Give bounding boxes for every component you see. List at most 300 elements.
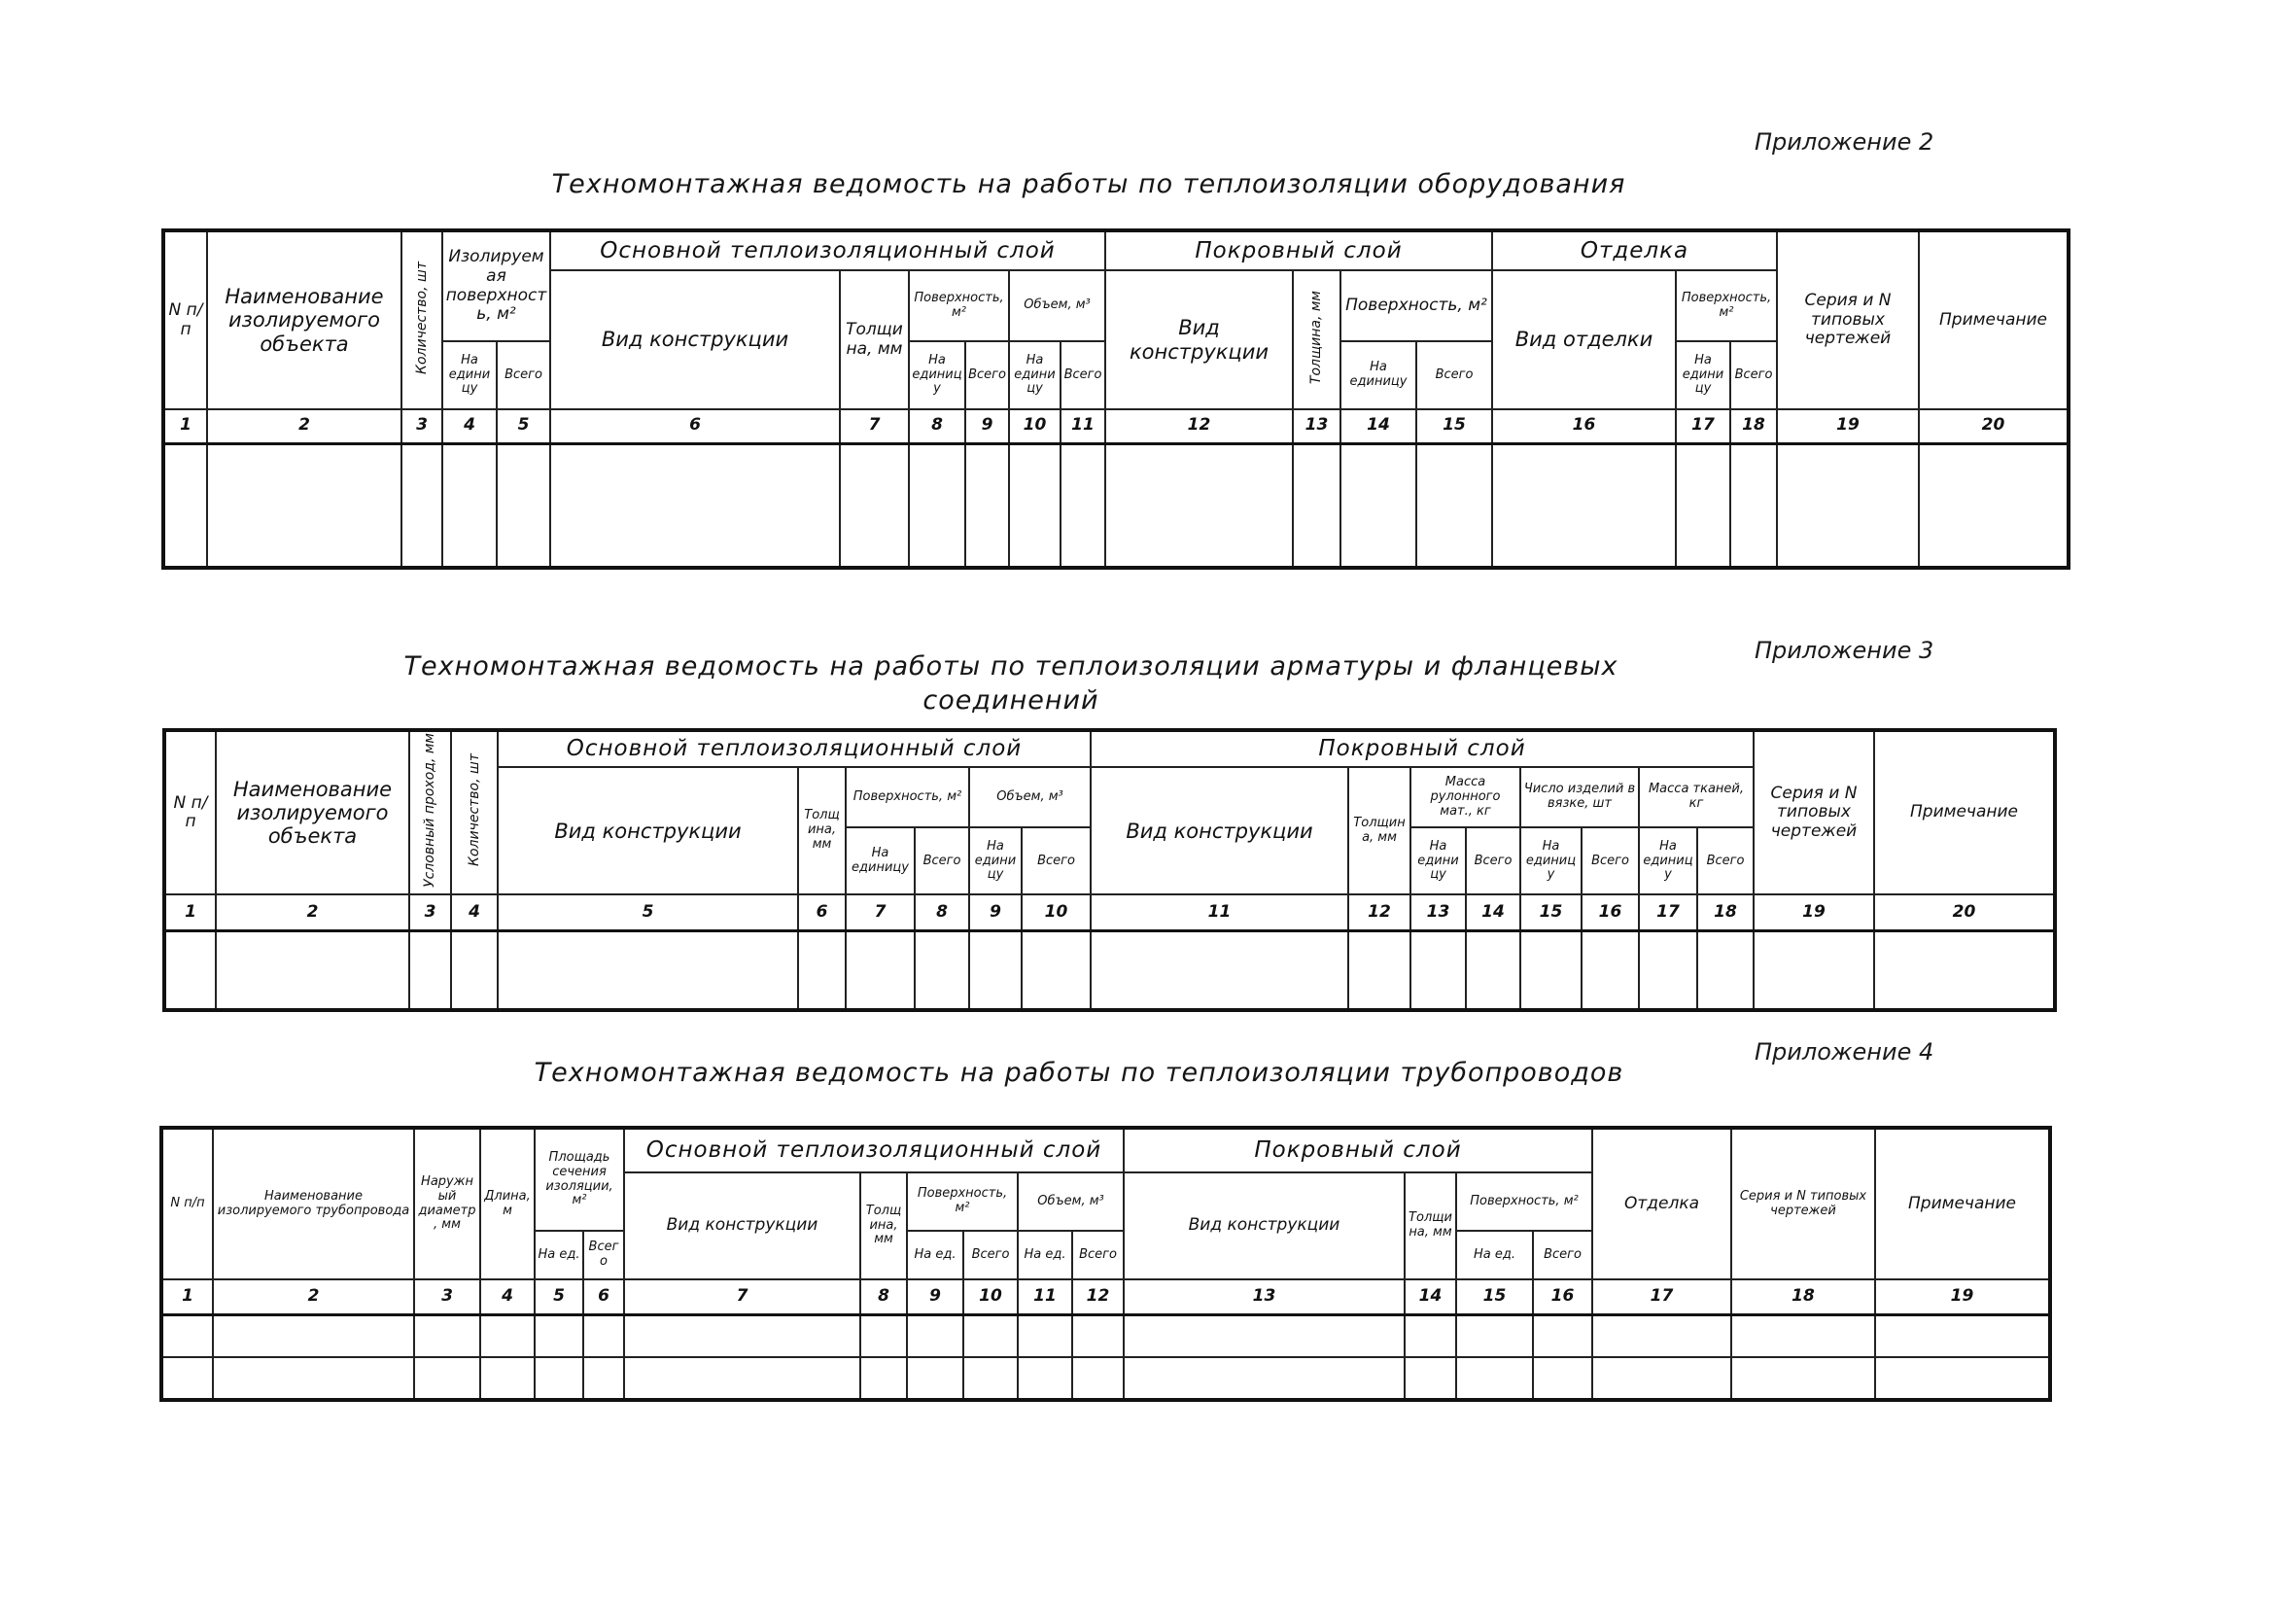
empty-cell <box>915 930 969 1010</box>
column-number: 8 <box>909 409 965 443</box>
empty-cell <box>442 443 497 568</box>
appendix-2-label: Приложение 2 <box>1755 128 1934 156</box>
column-header-label: Масса тканей, кг <box>1648 782 1745 812</box>
column-header <box>1492 230 1777 270</box>
column-number: 1 <box>161 1279 213 1314</box>
empty-cell <box>213 1314 414 1357</box>
column-header-label: N п/п <box>168 299 203 339</box>
empty-cell <box>1405 1314 1456 1357</box>
column-header <box>909 270 1009 341</box>
column-header-label: На ед. <box>1474 1246 1515 1262</box>
column-number: 14 <box>1405 1279 1456 1314</box>
empty-cell <box>480 1357 535 1400</box>
column-header-label: Поверхность, м² <box>1345 295 1487 315</box>
column-number: 19 <box>1875 1279 2050 1314</box>
empty-cell <box>840 443 909 568</box>
empty-cell <box>535 1357 583 1400</box>
empty-cell <box>409 930 451 1010</box>
empty-cell <box>907 1314 963 1357</box>
empty-cell <box>1009 443 1061 568</box>
column-header-label: Вид конструкции <box>1129 316 1270 364</box>
column-header <box>1091 730 1754 767</box>
column-header <box>1061 341 1105 409</box>
empty-cell <box>1492 443 1676 568</box>
column-header-label: Условный проход, мм <box>422 733 438 888</box>
column-header-label: Примечание <box>1910 802 2018 822</box>
empty-cell <box>1124 1314 1405 1357</box>
column-header <box>550 270 840 409</box>
column-header-label: Число изделий в вязке, шт <box>1523 782 1636 812</box>
column-header <box>1072 1231 1124 1279</box>
column-header-label: Наименование изолируемого объекта <box>225 285 384 356</box>
column-header <box>1582 827 1639 894</box>
column-header-label: Основной теплоизоляционный слой <box>600 237 1056 263</box>
column-number: 10 <box>1022 894 1091 930</box>
column-number: 4 <box>442 409 497 443</box>
column-header <box>1091 767 1348 894</box>
column-header <box>1340 341 1416 409</box>
column-header-label: Вид конструкции <box>1126 819 1313 843</box>
column-header-label: Толщина, мм <box>1409 1210 1452 1240</box>
column-header-label: Наименование изолируемого трубопровода <box>217 1188 410 1218</box>
column-header <box>1348 767 1410 894</box>
column-number: 1 <box>164 894 216 930</box>
empty-cell <box>497 443 550 568</box>
column-number: 11 <box>1018 1279 1072 1314</box>
column-header <box>1022 827 1091 894</box>
column-number: 16 <box>1533 1279 1592 1314</box>
column-header <box>1875 1128 2050 1279</box>
column-number: 13 <box>1124 1279 1405 1314</box>
column-header <box>1592 1128 1731 1279</box>
column-number: 3 <box>401 409 442 443</box>
empty-cell <box>1875 1357 2050 1400</box>
column-header-label: Вид конструкции <box>1188 1215 1340 1236</box>
empty-cell <box>1874 930 2055 1010</box>
empty-cell <box>1466 930 1520 1010</box>
column-header <box>1416 341 1492 409</box>
column-header-label: Изолируемая поверхность, м² <box>445 247 547 325</box>
column-number: 20 <box>1919 409 2069 443</box>
column-number: 6 <box>550 409 840 443</box>
column-header-label: На ед. <box>1024 1246 1066 1262</box>
column-header-label: Всего <box>1591 853 1629 868</box>
column-header-label: На единицу <box>1014 352 1056 397</box>
column-number: 12 <box>1348 894 1410 930</box>
column-number: 17 <box>1676 409 1730 443</box>
column-number-row <box>161 1279 2050 1314</box>
column-header-label: Серия и N типовых чертежей <box>1804 291 1892 349</box>
column-number-row <box>164 894 2055 930</box>
empty-cell <box>1018 1314 1072 1357</box>
column-header <box>1105 270 1293 409</box>
column-header-label: На единицу <box>974 838 1017 883</box>
empty-cell <box>909 443 965 568</box>
column-header-label: Толщина, мм <box>846 319 903 359</box>
column-header <box>442 341 497 409</box>
empty-cell <box>550 443 840 568</box>
column-header-label: Количество, шт <box>466 753 482 867</box>
empty-cell <box>1730 443 1777 568</box>
column-header <box>1777 230 1919 409</box>
column-header <box>401 230 442 409</box>
column-number: 10 <box>963 1279 1018 1314</box>
column-header-label: Поверхность, м² <box>917 1186 1008 1215</box>
column-header <box>1639 827 1697 894</box>
column-number: 9 <box>907 1279 963 1314</box>
column-number: 2 <box>216 894 409 930</box>
column-number: 8 <box>860 1279 907 1314</box>
column-header-label: На единицу <box>852 846 909 875</box>
empty-cell <box>1919 443 2069 568</box>
header-row <box>163 230 2069 270</box>
column-header-label: Основной теплоизоляционный слой <box>566 736 1023 762</box>
column-number: 19 <box>1777 409 1919 443</box>
column-header <box>907 1231 963 1279</box>
column-header <box>1639 767 1754 827</box>
header-row <box>161 1128 2050 1172</box>
empty-cell <box>1293 443 1340 568</box>
column-header <box>1697 827 1754 894</box>
column-header <box>498 767 798 894</box>
column-header <box>909 341 965 409</box>
empty-cell <box>1072 1314 1124 1357</box>
column-header-label: Поверхность, м² <box>852 788 962 804</box>
column-header <box>846 767 969 827</box>
column-header-label: Серия и N типовых чертежей <box>1739 1188 1867 1218</box>
column-header-label: Толщина, мм <box>1308 290 1325 384</box>
column-number: 9 <box>969 894 1022 930</box>
column-number: 20 <box>1874 894 2055 930</box>
column-header-label: Наименование изолируемого объекта <box>232 778 393 849</box>
empty-cell <box>1777 443 1919 568</box>
empty-cell <box>798 930 846 1010</box>
column-header <box>963 1231 1018 1279</box>
empty-cell <box>1340 443 1416 568</box>
empty-cell <box>1875 1314 2050 1357</box>
column-header-label: Покровный слой <box>1195 237 1403 263</box>
column-header-label: Вид конструкции <box>666 1215 818 1236</box>
column-header-label: Вид отделки <box>1514 328 1653 352</box>
column-number: 3 <box>414 1279 480 1314</box>
empty-cell <box>1061 443 1105 568</box>
empty-cell <box>907 1357 963 1400</box>
column-number: 13 <box>1410 894 1466 930</box>
column-number: 11 <box>1061 409 1105 443</box>
column-number: 14 <box>1340 409 1416 443</box>
empty-cell <box>965 443 1009 568</box>
column-header <box>915 827 969 894</box>
empty-cell <box>161 1357 213 1400</box>
appendix-3-label: Приложение 3 <box>1755 637 1934 664</box>
empty-cell <box>846 930 915 1010</box>
column-header <box>1456 1231 1533 1279</box>
column-header <box>1874 730 2055 894</box>
empty-cell <box>963 1314 1018 1357</box>
column-header-label: Отделка <box>1623 1193 1700 1213</box>
column-header <box>498 730 1091 767</box>
empty-cell <box>583 1357 624 1400</box>
column-header-label: На единицу <box>1525 838 1577 883</box>
column-header <box>846 827 915 894</box>
column-number: 12 <box>1105 409 1293 443</box>
empty-cell <box>414 1357 480 1400</box>
column-number: 6 <box>798 894 846 930</box>
column-number: 3 <box>409 894 451 930</box>
empty-cell <box>1639 930 1697 1010</box>
column-header-label: Примечание <box>1908 1193 2016 1213</box>
column-header <box>1410 827 1466 894</box>
column-header <box>1124 1128 1592 1172</box>
column-header-label: Вид конструкции <box>601 328 789 352</box>
empty-cell <box>163 443 207 568</box>
column-header <box>583 1231 624 1279</box>
column-header <box>1340 270 1492 341</box>
column-header <box>442 230 550 341</box>
column-header-label: Всего <box>504 367 542 382</box>
empty-cell <box>401 443 442 568</box>
column-header <box>840 270 909 409</box>
column-header-label: Толщина, мм <box>1353 815 1406 845</box>
column-header <box>1009 270 1105 341</box>
empty-cell <box>624 1314 860 1357</box>
table-row <box>161 1314 2050 1357</box>
column-header <box>965 341 1009 409</box>
column-number: 2 <box>213 1279 414 1314</box>
empty-cell <box>1416 443 1492 568</box>
column-header <box>409 730 451 894</box>
column-header-label: Длина, м <box>484 1188 531 1218</box>
empty-cell <box>969 930 1022 1010</box>
empty-cell <box>1592 1314 1731 1357</box>
column-header-label: Всего <box>1544 1246 1582 1262</box>
column-header <box>535 1231 583 1279</box>
column-header-label: Всего <box>1063 367 1102 382</box>
empty-cell <box>1582 930 1639 1010</box>
column-header <box>969 767 1091 827</box>
column-header <box>1009 341 1061 409</box>
header-row <box>164 730 2055 767</box>
column-header-label: Наружный диаметр, мм <box>418 1173 476 1233</box>
column-header <box>550 230 1105 270</box>
column-header-label: На единицу <box>1349 360 1408 389</box>
column-header-label: Толщина, мм <box>865 1203 902 1247</box>
column-number: 10 <box>1009 409 1061 443</box>
empty-cell <box>1018 1357 1072 1400</box>
column-number: 16 <box>1582 894 1639 930</box>
column-number: 5 <box>498 894 798 930</box>
column-header <box>164 730 216 894</box>
table-row <box>161 1357 2050 1400</box>
column-header <box>860 1172 907 1279</box>
column-header <box>907 1172 1018 1231</box>
column-header <box>1456 1172 1592 1231</box>
column-number: 4 <box>480 1279 535 1314</box>
column-header <box>1730 341 1777 409</box>
column-number: 17 <box>1639 894 1697 930</box>
empty-cell <box>216 930 409 1010</box>
column-header <box>1676 270 1777 341</box>
column-header-label: Площадь сечения изоляции, м² <box>545 1149 613 1208</box>
column-number: 11 <box>1091 894 1348 930</box>
empty-cell <box>1410 930 1466 1010</box>
empty-cell <box>164 930 216 1010</box>
column-header-label: На единицу <box>1643 838 1693 883</box>
column-number: 14 <box>1466 894 1520 930</box>
column-header-label: Поверхность, м² <box>1681 290 1772 320</box>
column-header <box>1405 1172 1456 1279</box>
column-number: 7 <box>624 1279 860 1314</box>
column-header-label: Масса рулонного мат., кг <box>1430 774 1501 819</box>
column-header-label: На единицу <box>1417 838 1459 883</box>
column-header-label: Примечание <box>1939 309 2047 330</box>
column-header-label: Всего <box>1037 853 1075 868</box>
column-number: 18 <box>1697 894 1754 930</box>
empty-cell <box>1731 1357 1875 1400</box>
empty-cell <box>1456 1314 1533 1357</box>
column-header <box>451 730 498 894</box>
empty-cell <box>207 443 401 568</box>
column-header-label: Объем, м³ <box>1024 297 1091 313</box>
empty-cell <box>1348 930 1410 1010</box>
empty-cell <box>213 1357 414 1400</box>
column-header-label: Количество, шт <box>413 261 430 374</box>
empty-cell <box>414 1314 480 1357</box>
column-header <box>1018 1172 1124 1231</box>
column-header-label: Всего <box>1734 367 1773 382</box>
column-header <box>1731 1128 1875 1279</box>
column-header <box>216 730 409 894</box>
appendix-2-title: Техномонтажная ведомость на работы по теплоизоляции оборудования <box>551 169 1626 199</box>
column-header-label: На ед. <box>538 1246 580 1262</box>
column-header-label: Толщина, мм <box>804 808 840 853</box>
column-header <box>1018 1231 1072 1279</box>
empty-cell <box>480 1314 535 1357</box>
column-header-label: Всего <box>971 1246 1010 1262</box>
column-header-label: На ед. <box>914 1246 957 1262</box>
empty-cell <box>535 1314 583 1357</box>
column-number: 8 <box>915 894 969 930</box>
column-header <box>414 1128 480 1279</box>
column-header <box>624 1128 1124 1172</box>
empty-cell <box>1533 1357 1592 1400</box>
empty-cell <box>1533 1314 1592 1357</box>
empty-cell <box>1592 1357 1731 1400</box>
empty-cell <box>1124 1357 1405 1400</box>
empty-cell <box>1022 930 1091 1010</box>
column-number: 15 <box>1520 894 1582 930</box>
column-header-label: N п/п <box>170 1196 205 1211</box>
column-header-label: Основной теплоизоляционный слой <box>645 1137 1102 1164</box>
column-header <box>535 1128 624 1231</box>
column-header-label: Всего <box>1435 367 1474 382</box>
empty-cell <box>1091 930 1348 1010</box>
column-header-label: Всего <box>588 1240 619 1269</box>
column-header <box>480 1128 535 1279</box>
column-header <box>213 1128 414 1279</box>
column-header-label: N п/п <box>173 792 208 832</box>
empty-cell <box>860 1357 907 1400</box>
column-header-label: Всего <box>1706 853 1745 868</box>
empty-cell <box>1697 930 1754 1010</box>
empty-cell <box>1676 443 1730 568</box>
empty-cell <box>860 1314 907 1357</box>
table-row <box>163 443 2069 568</box>
column-header <box>207 230 401 409</box>
appendix-4-label: Приложение 4 <box>1755 1038 1934 1066</box>
appendix-4-table <box>159 1126 2052 1402</box>
column-header <box>1124 1172 1405 1279</box>
empty-cell <box>963 1357 1018 1400</box>
empty-cell <box>161 1314 213 1357</box>
column-header <box>497 341 550 409</box>
column-header-label: Отделка <box>1580 237 1689 263</box>
column-header <box>798 767 846 894</box>
column-header <box>1293 270 1340 409</box>
column-number: 13 <box>1293 409 1340 443</box>
column-header-label: На единицу <box>1682 352 1724 397</box>
column-header <box>624 1172 860 1279</box>
column-number-row <box>163 409 2069 443</box>
column-header <box>1520 767 1639 827</box>
empty-cell <box>1731 1314 1875 1357</box>
empty-cell <box>1405 1357 1456 1400</box>
appendix-3-table <box>162 728 2057 1012</box>
appendix-3-title-line2: соединений <box>922 685 1099 716</box>
column-number: 15 <box>1456 1279 1533 1314</box>
column-header-label: Серия и N типовых чертежей <box>1770 783 1858 841</box>
column-header <box>1492 270 1676 409</box>
empty-cell <box>498 930 798 1010</box>
column-header <box>163 230 207 409</box>
column-number: 4 <box>451 894 498 930</box>
column-header-label: Поверхность, м² <box>1470 1193 1579 1208</box>
column-header-label: Всего <box>968 367 1006 382</box>
column-header <box>1410 767 1520 827</box>
column-number: 5 <box>535 1279 583 1314</box>
column-header-label: Покровный слой <box>1254 1137 1462 1164</box>
column-header-label: На единицу <box>912 352 962 397</box>
table-row <box>164 930 2055 1010</box>
empty-cell <box>1072 1357 1124 1400</box>
empty-cell <box>1456 1357 1533 1400</box>
column-header <box>1520 827 1582 894</box>
appendix-3-title: Техномонтажная ведомость на работы по теплоизоляции арматуры и фланцевых <box>403 651 1618 681</box>
appendix-2-table <box>161 228 2070 570</box>
column-header <box>1754 730 1874 894</box>
column-number: 9 <box>965 409 1009 443</box>
empty-cell <box>451 930 498 1010</box>
appendix-4-title: Техномонтажная ведомость на работы по теплоизоляции трубопроводов <box>534 1058 1624 1088</box>
column-header <box>1533 1231 1592 1279</box>
empty-cell <box>1754 930 1874 1010</box>
empty-cell <box>1520 930 1582 1010</box>
column-number: 18 <box>1730 409 1777 443</box>
column-header-label: Поверхность, м² <box>914 290 1004 320</box>
empty-cell <box>1105 443 1293 568</box>
column-number: 18 <box>1731 1279 1875 1314</box>
column-number: 7 <box>846 894 915 930</box>
column-number: 17 <box>1592 1279 1731 1314</box>
column-header-label: Всего <box>922 853 961 868</box>
column-number: 15 <box>1416 409 1492 443</box>
column-number: 6 <box>583 1279 624 1314</box>
column-header <box>1466 827 1520 894</box>
column-number: 19 <box>1754 894 1874 930</box>
column-number: 2 <box>207 409 401 443</box>
column-header <box>1105 230 1492 270</box>
column-header <box>1676 341 1730 409</box>
